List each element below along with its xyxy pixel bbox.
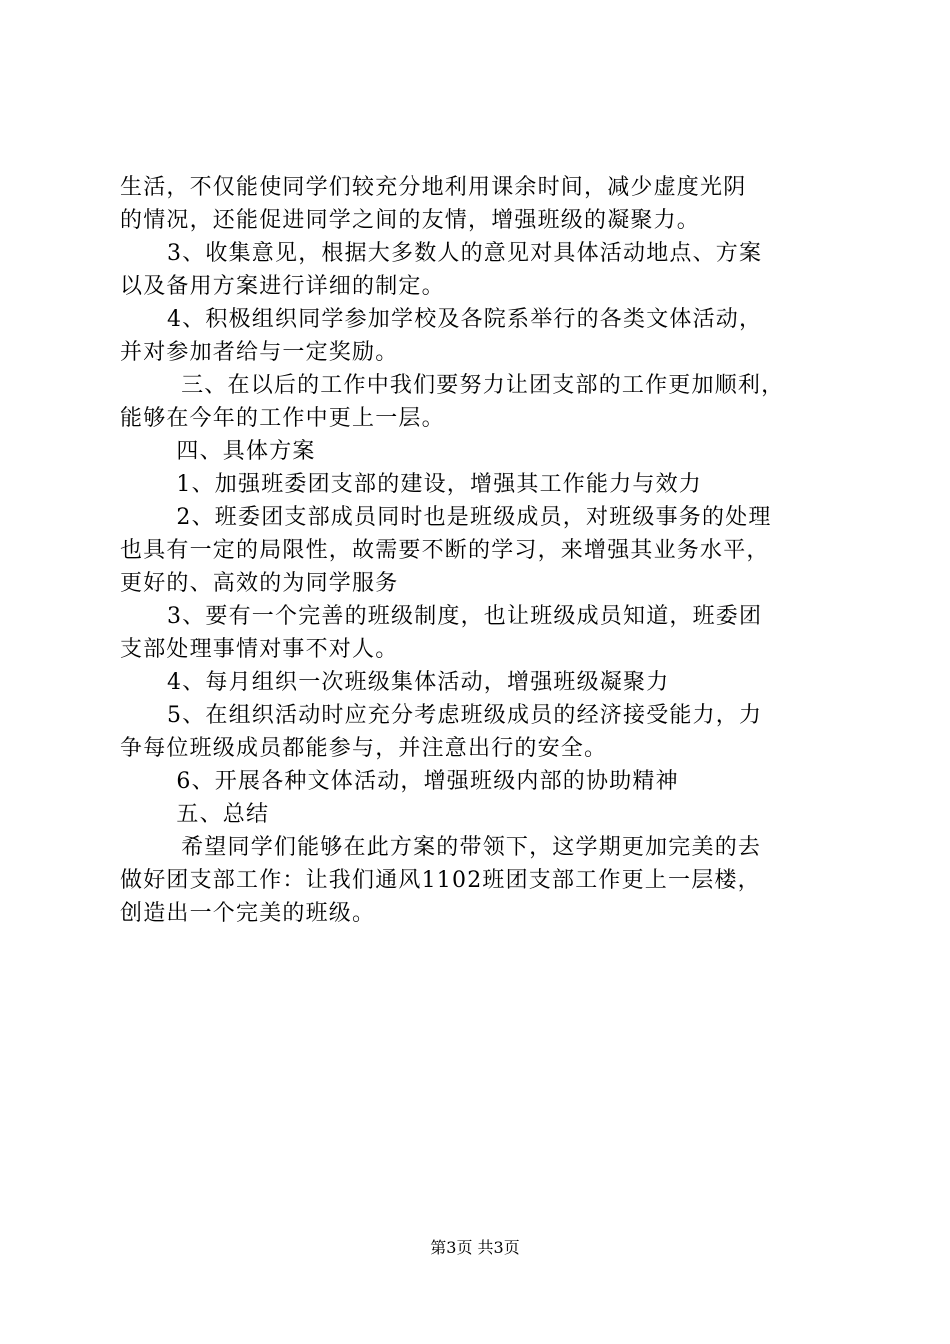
text-line: 能够在今年的工作中更上一层。 — [120, 406, 445, 431]
text-line: 五、总结 — [176, 802, 270, 827]
text-line: 更好的、高效的为同学服务 — [120, 571, 399, 596]
text-line: 以及备用方案进行详细的制定。 — [120, 274, 445, 299]
text-line: 4、每月组织一次班级集体活动，增强班级凝聚力 — [167, 670, 670, 695]
text-line: 四、具体方案 — [176, 439, 316, 464]
text-line: 希望同学们能够在此方案的带领下，这学期更加完美的去 — [181, 835, 762, 860]
text-line: 支部处理事情对事不对人。 — [120, 637, 399, 662]
text-line: 3、要有一个完善的班级制度，也让班级成员知道，班委团 — [167, 604, 763, 629]
text-line: 做好团支部工作：让我们通风1102班团支部工作更上一层楼， — [120, 868, 761, 893]
text-line: 三、在以后的工作中我们要努力让团支部的工作更加顺利， — [181, 373, 785, 398]
text-line: 生活，不仅能使同学们较充分地利用课余时间，减少虚度光阴 — [120, 175, 747, 200]
text-line: 2、班委团支部成员同时也是班级成员，对班级事务的处理 — [176, 505, 772, 530]
document-body — [120, 171, 840, 930]
text-line: 也具有一定的局限性，故需要不断的学习，来增强其业务水平， — [120, 538, 770, 563]
text-line: 6、开展各种文体活动，增强班级内部的协助精神 — [176, 769, 679, 794]
text-line: 争每位班级成员都能参与，并注意出行的安全。 — [120, 736, 608, 761]
text-line: 并对参加者给与一定奖励。 — [120, 340, 399, 365]
text-line: 的情况，还能促进同学之间的友情，增强班级的凝聚力。 — [120, 208, 701, 233]
text-line: 3、收集意见，根据大多数人的意见对具体活动地点、方案 — [167, 241, 763, 266]
page-footer: 第3页 共3页 — [430, 1238, 520, 1257]
text-line: 4、积极组织同学参加学校及各院系举行的各类文体活动， — [167, 307, 763, 332]
text-line: 1、加强班委团支部的建设，增强其工作能力与效力 — [176, 472, 702, 497]
text-line: 5、在组织活动时应充分考虑班级成员的经济接受能力，力 — [167, 703, 763, 728]
text-line: 创造出一个完美的班级。 — [120, 901, 376, 926]
